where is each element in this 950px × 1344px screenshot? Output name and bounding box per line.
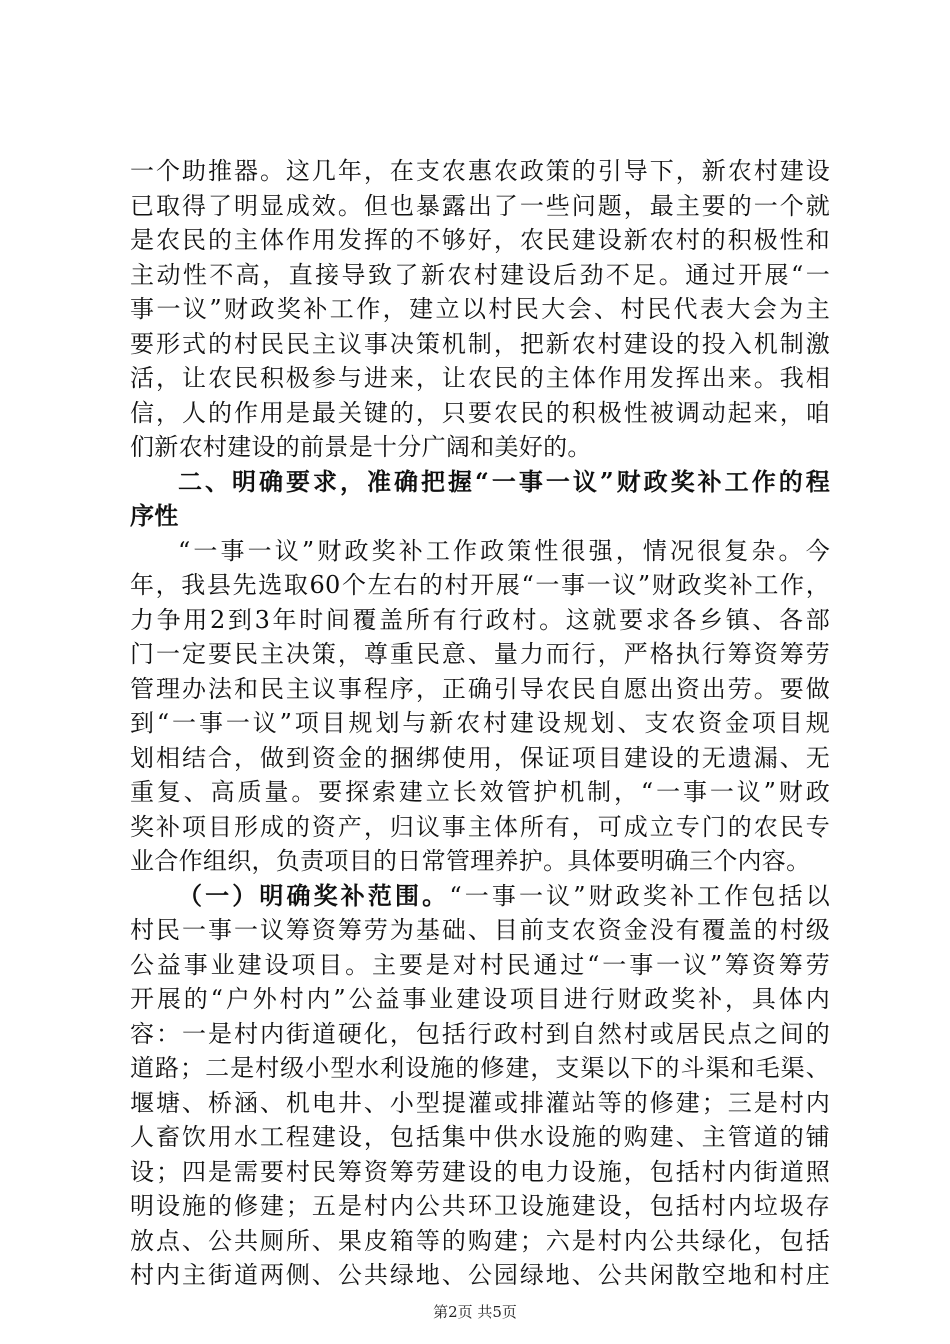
paragraph-requirements xyxy=(130,534,830,879)
text-line: 奖补项目形成的资产，归议事主体所有，可成立专门的农民专 xyxy=(130,812,830,841)
text-line: 要形式的村民民主议事决策机制，把新农村建设的投入机制激 xyxy=(130,329,830,358)
subsection-title: （一）明确奖补范围。 xyxy=(178,880,450,910)
heading-line: 二、明确要求，准确把握“一事一议”财政奖补工作的程 xyxy=(178,466,830,496)
text-line: 放点、公共厕所、果皮箱等的购建；六是村内公共绿化，包括 xyxy=(130,1226,830,1255)
text-run: “一事一议”财政奖补工作包括以 xyxy=(449,881,831,910)
paragraph-intro xyxy=(130,154,830,465)
text-line: 人畜饮用水工程建设，包括集中供水设施的购建、主管道的铺 xyxy=(130,1123,830,1151)
text-line: 业合作组织，负责项目的日常管理养护。具体要明确三个内容。 xyxy=(130,847,811,875)
text-line: 活，让农民积极参与进来，让农民的主体作用发挥出来。我相 xyxy=(130,364,830,392)
text-line: 重复、高质量。要探索建立长效管护机制，“一事一议”财政 xyxy=(130,778,830,806)
text-line: 容：一是村内街道硬化，包括行政村到自然村或居民点之间的 xyxy=(130,1019,830,1048)
text-line: 划相结合，做到资金的捆绑使用，保证项目建设的无遗漏、无 xyxy=(130,743,830,772)
text-line: 明设施的修建；五是村内公共环卫设施建设，包括村内垃圾存 xyxy=(130,1192,830,1220)
text-line xyxy=(130,879,830,914)
text-line: 村内主街道两侧、公共绿地、公园绿地、公共闲散空地和村庄 xyxy=(130,1261,830,1289)
text-line: 信，人的作用是最关键的，只要农民的积极性被调动起来，咱 xyxy=(130,398,830,427)
page-number: 第2页 共5页 xyxy=(433,1303,517,1321)
text-line: 门一定要民主决策，尊重民意、量力而行，严格执行筹资筹劳 xyxy=(130,640,830,668)
text-line: 堰塘、桥涵、机电井、小型提灌或排灌站等的修建；三是村内 xyxy=(130,1088,830,1117)
text-line: 公益事业建设项目。主要是对村民通过“一事一议”筹资筹劳 xyxy=(130,950,830,979)
text-line: 是农民的主体作用发挥的不够好，农民建设新农村的积极性和 xyxy=(130,226,830,254)
text-line: 一个助推器。这几年，在支农惠农政策的引导下，新农村建设 xyxy=(130,157,830,185)
text-line: 事一议”财政奖补工作，建立以村民大会、村民代表大会为主 xyxy=(130,295,830,323)
text-line: 村民一事一议筹资筹劳为基础、目前支农资金没有覆盖的村级 xyxy=(130,916,830,944)
text-line: 管理办法和民主议事程序，正确引导农民自愿出资出劳。要做 xyxy=(130,674,830,703)
text-line: 们新农村建设的前景是十分广阔和美好的。 xyxy=(130,433,592,461)
heading-line: 序性 xyxy=(130,501,179,530)
section-heading xyxy=(130,465,830,534)
text-line: “一事一议”财政奖补工作政策性很强，情况很复杂。今 xyxy=(178,536,830,565)
text-line: 力争用2到3年时间覆盖所有行政村。这就要求各乡镇、各部 xyxy=(130,605,830,634)
text-line: 道路；二是村级小型水利设施的修建，支渠以下的斗渠和毛渠、 xyxy=(130,1054,830,1082)
text-line: 开展的“户外村内”公益事业建设项目进行财政奖补，具体内 xyxy=(130,985,830,1013)
text-line: 设；四是需要村民筹资筹劳建设的电力设施，包括村内街道照 xyxy=(130,1157,830,1186)
text-line: 主动性不高，直接导致了新农村建设后劲不足。通过开展“一 xyxy=(130,260,830,289)
text-line: 到“一事一议”项目规划与新农村建设规划、支农资金项目规 xyxy=(130,709,830,737)
document-body xyxy=(130,154,830,1293)
text-line: 已取得了明显成效。但也暴露出了一些问题，最主要的一个就 xyxy=(130,191,830,220)
text-line: 年，我县先选取60个左右的村开展“一事一议”财政奖补工作， xyxy=(130,571,830,599)
paragraph-scope xyxy=(130,879,830,1293)
